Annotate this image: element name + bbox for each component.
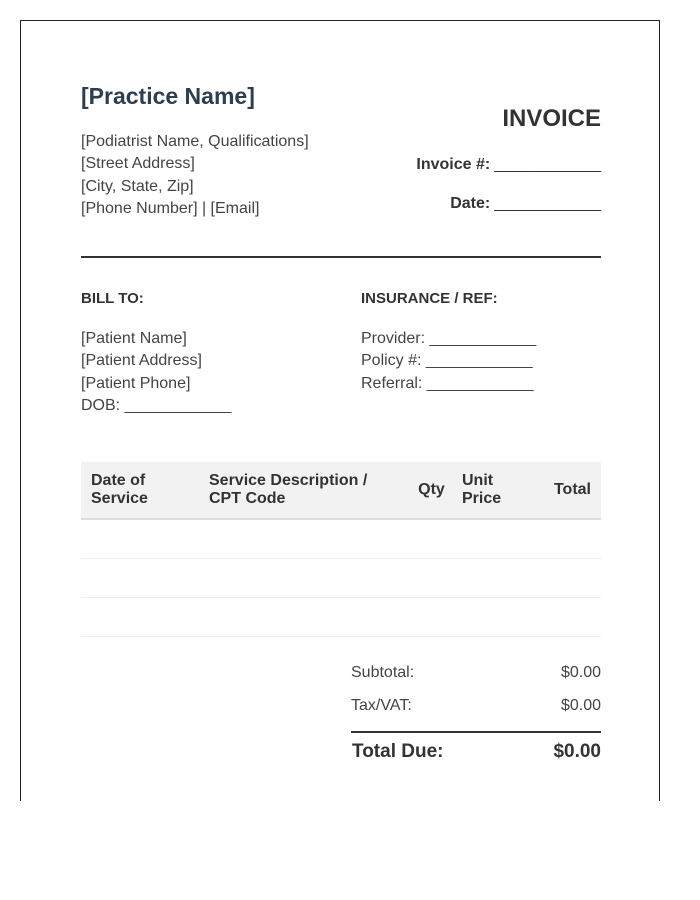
table-cell[interactable] (81, 519, 199, 559)
table-cell[interactable] (405, 519, 458, 559)
services-table (81, 462, 601, 637)
patient-address-line: [Patient Address] (81, 352, 202, 370)
bill-to-details (81, 328, 231, 417)
insurance-heading: INSURANCE / REF: (361, 290, 498, 307)
table-cell[interactable] (458, 598, 523, 637)
practice-provider-line: [Podiatrist Name, Qualifications] (81, 133, 309, 150)
invoice-date-row (450, 195, 601, 213)
header-qty: Qty (405, 462, 458, 519)
bill-to-heading: BILL TO: (81, 290, 144, 307)
tax-value: $0.00 (560, 697, 601, 714)
insurance-policy-line[interactable]: Policy #: ____________ (361, 352, 533, 370)
table-header-row (81, 462, 601, 519)
practice-contact-line: [Phone Number] | [Email] (81, 199, 260, 217)
table-cell[interactable] (405, 598, 458, 637)
header-unit-price: Unit Price (458, 462, 523, 519)
subtotal-row (351, 661, 601, 694)
insurance-provider-line[interactable]: Provider: ____________ (361, 330, 537, 347)
patient-phone-line: [Patient Phone] (81, 374, 191, 392)
invoice-number-row (416, 156, 601, 174)
invoice-title: INVOICE (502, 105, 601, 132)
table-cell[interactable] (523, 559, 601, 598)
invoice-date-field[interactable]: ____________ (494, 195, 601, 212)
header-service-description: Service Description / CPT Code (199, 462, 405, 519)
insurance-details (361, 328, 536, 395)
subtotal-label: Subtotal: (351, 664, 415, 681)
invoice-number-label: Invoice #: (416, 156, 491, 173)
table-cell[interactable] (81, 598, 199, 637)
practice-city-line: [City, State, Zip] (81, 177, 194, 195)
services-table-wrap (81, 462, 601, 637)
totals-block (351, 661, 601, 767)
invoice-number-field[interactable]: ____________ (494, 156, 601, 173)
total-due-label: Total Due: (352, 741, 444, 762)
table-cell[interactable] (523, 598, 601, 637)
table-cell[interactable] (199, 598, 405, 637)
table-cell[interactable] (523, 519, 601, 559)
practice-details (81, 131, 309, 220)
tax-row (351, 694, 601, 727)
total-due-row (351, 731, 601, 767)
invoice-date-label: Date: (450, 195, 491, 212)
header-date-of-service: Date of Service (81, 462, 199, 519)
table-cell[interactable] (458, 559, 523, 598)
practice-name: [Practice Name] (81, 83, 255, 109)
patient-name-line: [Patient Name] (81, 330, 187, 347)
invoice-page (20, 20, 660, 801)
table-cell[interactable] (405, 559, 458, 598)
tax-label: Tax/VAT: (351, 697, 412, 714)
header-total: Total (523, 462, 601, 519)
total-due-value: $0.00 (553, 741, 601, 762)
table-cell[interactable] (199, 559, 405, 598)
table-cell[interactable] (81, 559, 199, 598)
table-row (81, 559, 601, 598)
header-divider (81, 256, 601, 258)
table-row (81, 598, 601, 637)
practice-street-line: [Street Address] (81, 155, 195, 173)
table-row (81, 519, 601, 559)
table-cell[interactable] (199, 519, 405, 559)
insurance-referral-line[interactable]: Referral: ____________ (361, 374, 534, 392)
subtotal-value: $0.00 (560, 664, 601, 681)
patient-dob-line[interactable]: DOB: ____________ (81, 396, 232, 414)
table-cell[interactable] (458, 519, 523, 559)
